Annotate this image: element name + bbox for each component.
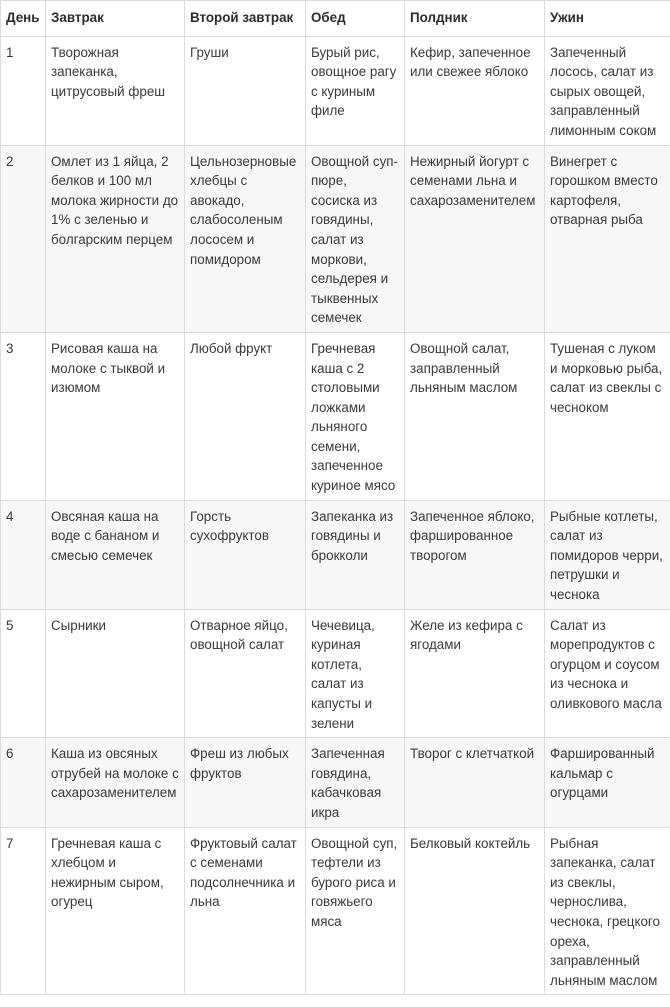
cell-second-breakfast: Фреш из любых фруктов: [185, 738, 306, 827]
cell-snack: Творог с клетчаткой: [405, 738, 545, 827]
cell-snack: Желе из кефира с ягодами: [405, 609, 545, 738]
table-row-day-7: [1, 827, 670, 995]
cell-dinner: Рыбные котлеты, салат из помидоров черри, петрушки и чеснока: [545, 500, 670, 609]
cell-second-breakfast: Отварное яйцо, овощной салат: [185, 609, 306, 738]
cell-second-breakfast: Любой фрукт: [185, 332, 306, 500]
cell-day: 2: [1, 145, 46, 332]
cell-breakfast: Омлет из 1 яйца, 2 белков и 100 мл молока жирности до 1% с зеленью и болгарским перцем: [46, 145, 185, 332]
header-day: День: [1, 1, 46, 37]
cell-lunch: Запеканка из говядины и брокколи: [306, 500, 405, 609]
header-lunch: Обед: [306, 1, 405, 37]
cell-breakfast: Творожная запеканка, цитрусовый фреш: [46, 36, 185, 145]
table-header-row: [1, 1, 670, 37]
table-row-day-5: [1, 609, 670, 738]
cell-day: 1: [1, 36, 46, 145]
header-breakfast: Завтрак: [46, 1, 185, 37]
cell-second-breakfast: Фруктовый салат с семенами подсолнечника и льна: [185, 827, 306, 995]
cell-breakfast: Каша из овсяных отрубей на молоке с сахарозаменителем: [46, 738, 185, 827]
cell-breakfast: Сырники: [46, 609, 185, 738]
cell-dinner: Рыбная запеканка, салат из свеклы, чернослива, чеснока, грецкого ореха, заправленный льняным маслом: [545, 827, 670, 995]
cell-lunch: Овощной суп, тефтели из бурого риса и говяжьего мяса: [306, 827, 405, 995]
cell-day: 5: [1, 609, 46, 738]
cell-second-breakfast: Горсть сухофруктов: [185, 500, 306, 609]
cell-lunch: Чечевица, куриная котлета, салат из капусты и зелени: [306, 609, 405, 738]
cell-breakfast: Овсяная каша на воде с бананом и смесью семечек: [46, 500, 185, 609]
cell-day: 6: [1, 738, 46, 827]
cell-dinner: Тушеная с луком и морковью рыба, салат из свеклы с чесноком: [545, 332, 670, 500]
header-snack: Полдник: [405, 1, 545, 37]
cell-day: 4: [1, 500, 46, 609]
cell-second-breakfast: Груши: [185, 36, 306, 145]
table-row-day-1: [1, 36, 670, 145]
cell-snack: Нежирный йогурт с семенами льна и сахарозаменителем: [405, 145, 545, 332]
cell-dinner: Фаршированный кальмар с огурцами: [545, 738, 670, 827]
cell-snack: Белковый коктейль: [405, 827, 545, 995]
cell-lunch: Овощной суп-пюре, сосиска из говядины, салат из моркови, сельдерея и тыквенных семечек: [306, 145, 405, 332]
cell-snack: Запеченное яблоко, фаршированное творогом: [405, 500, 545, 609]
cell-dinner: Винегрет с горошком вместо картофеля, отварная рыба: [545, 145, 670, 332]
cell-day: 7: [1, 827, 46, 995]
header-second-breakfast: Второй завтрак: [185, 1, 306, 37]
cell-lunch: Гречневая каша с 2 столовыми ложками льняного семени, запеченное куриное мясо: [306, 332, 405, 500]
cell-lunch: Запеченная говядина, кабачковая икра: [306, 738, 405, 827]
cell-second-breakfast: Цельнозерновые хлебцы с авокадо, слабосоленым лососем и помидором: [185, 145, 306, 332]
cell-snack: Овощной салат, заправленный льняным маслом: [405, 332, 545, 500]
cell-breakfast: Гречневая каша с хлебцом и нежирным сыром, огурец: [46, 827, 185, 995]
table-row-day-2: [1, 145, 670, 332]
cell-breakfast: Рисовая каша на молоке с тыквой и изюмом: [46, 332, 185, 500]
table-row-day-3: [1, 332, 670, 500]
cell-day: 3: [1, 332, 46, 500]
header-dinner: Ужин: [545, 1, 670, 37]
cell-dinner: Салат из морепродуктов с огурцом и соусом из чеснока и оливкового масла: [545, 609, 670, 738]
cell-snack: Кефир, запеченное или свежее яблоко: [405, 36, 545, 145]
cell-dinner: Запеченный лосось, салат из сырых овощей, заправленный лимонным соком: [545, 36, 670, 145]
table-row-day-4: [1, 500, 670, 609]
cell-lunch: Бурый рис, овощное рагу с куриным филе: [306, 36, 405, 145]
table-row-day-6: [1, 738, 670, 827]
